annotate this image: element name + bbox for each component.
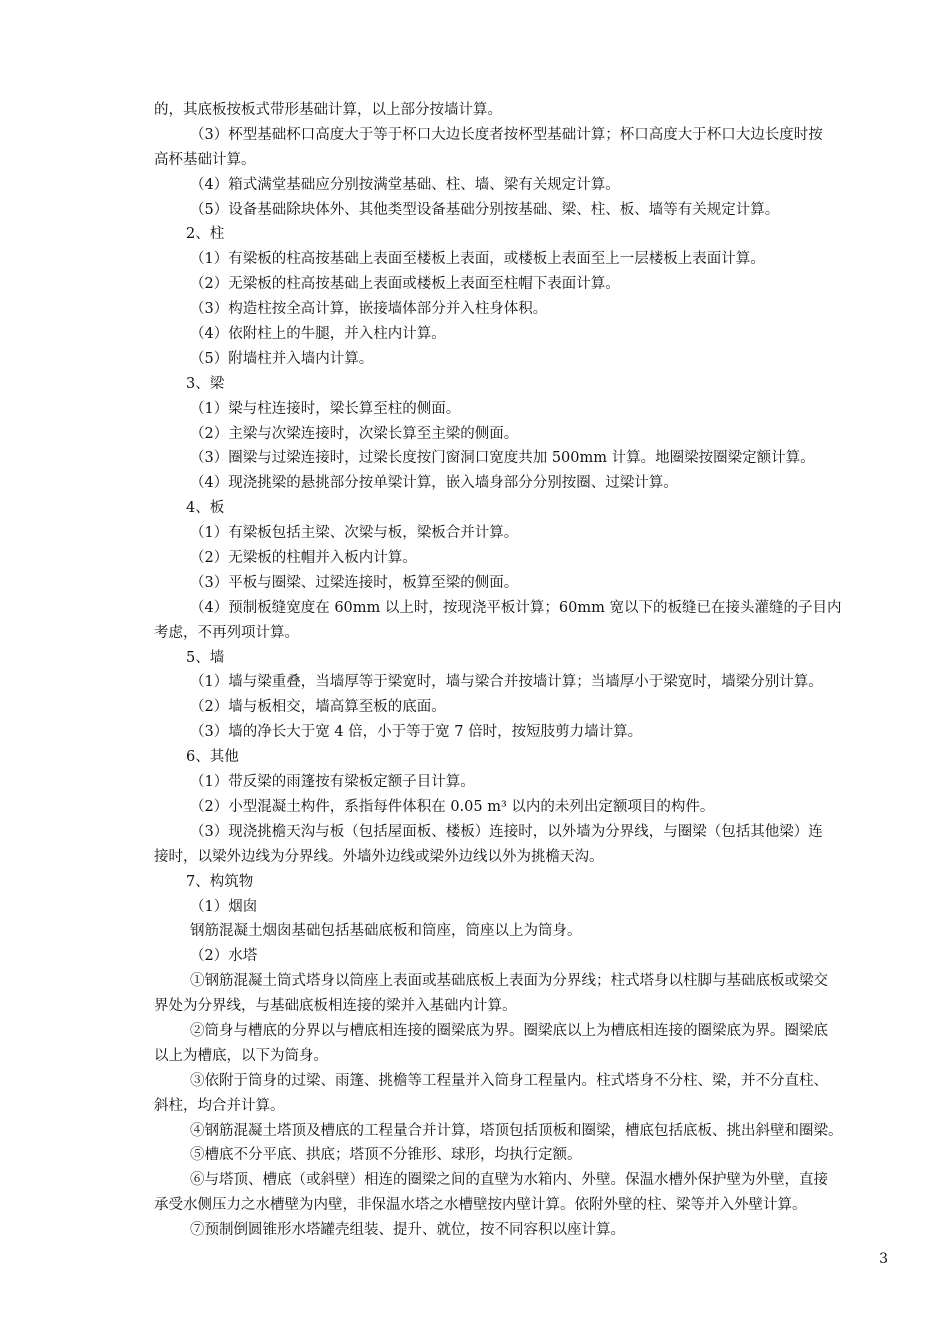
page-number: 3 — [879, 1251, 888, 1267]
text-line: 的，其底板按板式带形基础计算，以上部分按墙计算。 — [154, 102, 502, 118]
text-line: ②筒身与槽底的分界以与槽底相连接的圈梁底为界。圈梁底以上为槽底相连接的圈梁底为界。圈梁底 — [190, 1022, 828, 1039]
text-line: 7、构筑物 — [186, 873, 254, 890]
text-line: （1）带反梁的雨篷按有梁板定额子目计算。 — [190, 774, 475, 791]
text-line: 高杯基础计算。 — [154, 151, 256, 168]
text-line: （1）有梁板包括主梁、次梁与板，梁板合并计算。 — [190, 525, 519, 542]
text-line: （1）烟囱 — [190, 898, 258, 915]
text-line: ⑥与塔顶、槽底（或斜壁）相连的圈梁之间的直壁为水箱内、外壁。保温水槽外保护壁为外壁，直接 — [190, 1172, 828, 1189]
text-line: ③依附于筒身的过梁、雨篷、挑檐等工程量并入筒身工程量内。柱式塔身不分柱、梁，并不分直柱、 — [190, 1072, 828, 1089]
text-line: （4）依附柱上的牛腿，并入柱内计算。 — [190, 326, 446, 343]
text-line: （3）杯型基础杯口高度大于等于杯口大边长度者按杯型基础计算；杯口高度大于杯口大边长度时按 — [190, 126, 823, 143]
text-line: （3）平板与圈梁、过梁连接时，板算至梁的侧面。 — [190, 574, 519, 591]
text-line: ④钢筋混凝土塔顶及槽底的工程量合并计算，塔顶包括顶板和圈梁，槽底包括底板、挑出斜壁和圈梁。 — [190, 1122, 843, 1139]
text-line: （2）无梁板的柱高按基础上表面或楼板上表面至柱帽下表面计算。 — [190, 276, 620, 293]
text-line: （2）无梁板的柱帽并入板内计算。 — [190, 550, 417, 567]
text-line: 界处为分界线，与基础底板相连接的梁并入基础内计算。 — [154, 998, 517, 1015]
text-line: 以上为槽底，以下为筒身。 — [154, 1047, 328, 1064]
text-line: 3、梁 — [186, 375, 225, 392]
text-line: （4）现浇挑梁的悬挑部分按单梁计算，嵌入墙身部分分别按圈、过梁计算。 — [190, 475, 678, 492]
text-line: （4）箱式满堂基础应分别按满堂基础、柱、墙、梁有关规定计算。 — [190, 176, 620, 193]
text-line: （1）墙与梁重叠，当墙厚等于梁宽时，墙与梁合并按墙计算；当墙厚小于梁宽时，墙梁分别计算。 — [190, 674, 823, 691]
text-line: ⑦预制倒圆锥形水塔罐壳组装、提升、就位，按不同容积以座计算。 — [190, 1222, 625, 1239]
text-line: 钢筋混凝土烟囱基础包括基础底板和筒座，筒座以上为筒身。 — [190, 923, 582, 940]
text-line: （5）设备基础除块体外、其他类型设备基础分别按基础、梁、柱、板、墙等有关规定计算。 — [190, 201, 780, 218]
text-line: （3）构造柱按全高计算，嵌接墙体部分并入柱身体积。 — [190, 301, 548, 318]
text-line: 承受水侧压力之水槽壁为内壁，非保温水塔之水槽壁按内壁计算。依附外壁的柱、梁等并入外壁计算。 — [154, 1197, 807, 1214]
text-line: （3）圈梁与过梁连接时，过梁长度按门窗洞口宽度共加 500mm 计算。地圈梁按圈梁定额计算。 — [190, 450, 815, 467]
text-line: （1）梁与柱连接时，梁长算至柱的侧面。 — [190, 400, 461, 417]
text-line: （3）墙的净长大于宽 4 倍，小于等于宽 7 倍时，按短肢剪力墙计算。 — [190, 724, 643, 741]
text-line: 5、墙 — [186, 649, 225, 666]
text-line: （2）墙与板相交，墙高算至板的底面。 — [190, 699, 446, 716]
body-text — [154, 98, 888, 1243]
text-line: （2）小型混凝土构件，系指每件体积在 0.05 m³ 以内的未列出定额项目的构件。 — [190, 798, 715, 815]
text-line: 斜柱，均合并计算。 — [154, 1097, 285, 1114]
text-line: 考虑，不再列项计算。 — [154, 624, 299, 641]
text-line: 2、柱 — [186, 226, 225, 243]
text-line: ⑤槽底不分平底、拱底；塔顶不分锥形、球形，均执行定额。 — [190, 1147, 582, 1164]
text-line: （4）预制板缝宽度在 60mm 以上时，按现浇平板计算；60mm 宽以下的板缝已在接头灌缝的子目内 — [190, 599, 842, 616]
text-line: 4、板 — [186, 500, 225, 517]
text-line: 接时，以梁外边线为分界线。外墙外边线或梁外边线以外为挑檐天沟。 — [154, 848, 604, 865]
text-line: （5）附墙柱并入墙内计算。 — [190, 350, 374, 367]
text-line: （2）主梁与次梁连接时，次梁长算至主梁的侧面。 — [190, 425, 519, 442]
text-line: （1）有梁板的柱高按基础上表面至楼板上表面，或楼板上表面至上一层楼板上表面计算。 — [190, 251, 765, 268]
text-line: ①钢筋混凝土筒式塔身以筒座上表面或基础底板上表面为分界线；柱式塔身以柱脚与基础底板或梁交 — [190, 973, 828, 990]
text-line: （3）现浇挑檐天沟与板（包括屋面板、楼板）连接时，以外墙为分界线，与圈梁（包括其他梁）连 — [190, 823, 823, 840]
text-line: （2）水塔 — [190, 948, 258, 965]
text-line: 6、其他 — [186, 749, 239, 766]
